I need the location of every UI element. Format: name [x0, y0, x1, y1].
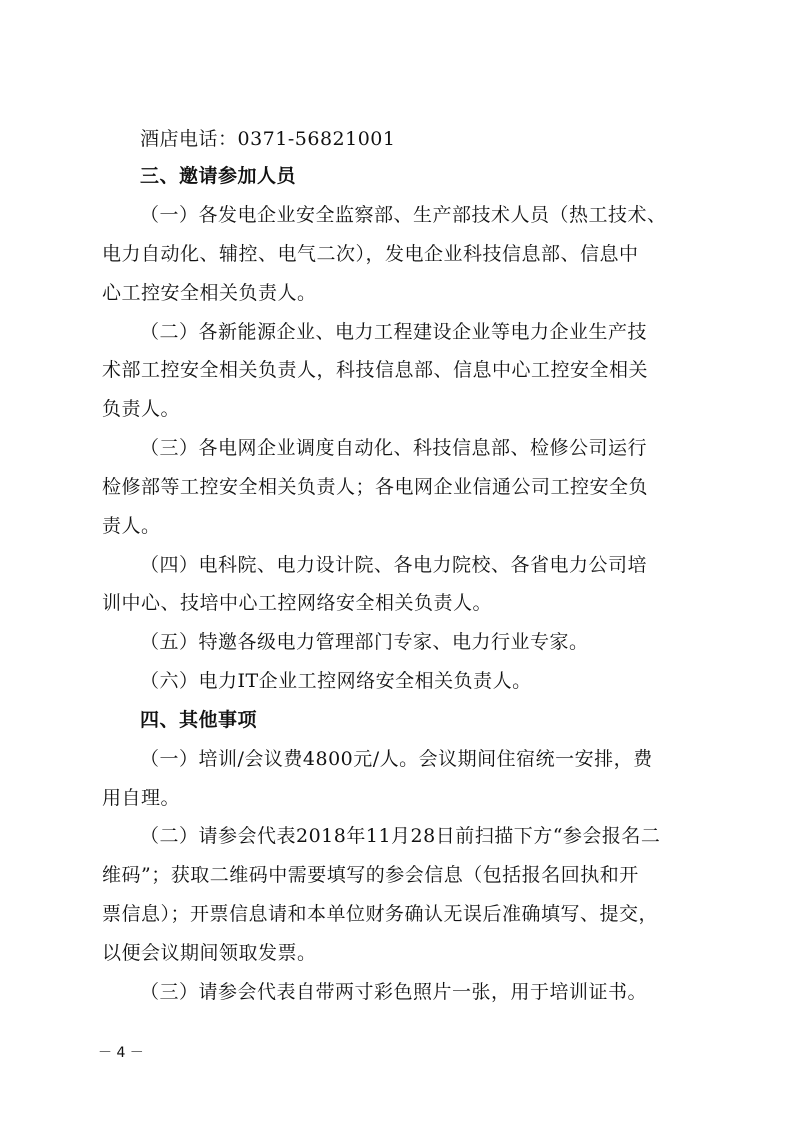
paragraph-line: 以便会议期间领取发票。 [102, 942, 317, 964]
page-number: － 4 － [98, 1045, 144, 1061]
paragraph-line: 票信息）；开票信息请和本单位财务确认无误后准确填写、提交， [102, 903, 659, 925]
section-heading-other-matters: 四、其他事项 [140, 709, 258, 731]
paragraph-line: （六）电力IT企业工控网络安全相关负责人。 [140, 670, 532, 692]
paragraph-line: 维码”；获取二维码中需要填写的参会信息（包括报名回执和开 [102, 864, 639, 886]
section-heading-invitees: 三、邀请参加人员 [140, 165, 297, 187]
paragraph-line: 责人。 [102, 515, 161, 537]
paragraph-line: （五）特邀各级电力管理部门专家、电力行业专家。 [140, 631, 589, 653]
paragraph-line: 术部工控安全相关负责人，科技信息部、信息中心工控安全相关 [102, 359, 649, 381]
paragraph-line: （二）请参会代表2018年11月28日前扫描下方“参会报名二 [140, 825, 661, 847]
paragraph-line: 检修部等工控安全相关负责人；各电网企业信通公司工控安全负 [102, 476, 649, 498]
paragraph-line: 负责人。 [102, 398, 181, 420]
paragraph-line: （二）各新能源企业、电力工程建设企业等电力企业生产技 [140, 321, 648, 343]
paragraph-line: 训中心、技培中心工控网络安全相关负责人。 [102, 592, 493, 614]
paragraph-line: （一）各发电企业安全监察部、生产部技术人员（热工技术、 [140, 204, 667, 226]
paragraph-line: （三）请参会代表自带两寸彩色照片一张，用于培训证书。 [140, 981, 648, 1003]
paragraph-line: （一）培训/会议费4800元/人。会议期间住宿统一安排，费 [140, 748, 653, 770]
paragraph-line: 心工控安全相关负责人。 [102, 282, 317, 304]
paragraph-line: （三）各电网企业调度自动化、科技信息部、检修公司运行 [140, 437, 648, 459]
paragraph-line: （四）电科院、电力设计院、各电力院校、各省电力公司培 [140, 554, 648, 576]
hotel-phone-line: 酒店电话：0371-56821001 [140, 128, 396, 150]
paragraph-line: 电力自动化、辅控、电气二次），发电企业科技信息部、信息中 [102, 243, 639, 265]
paragraph-line: 用自理。 [102, 787, 181, 809]
